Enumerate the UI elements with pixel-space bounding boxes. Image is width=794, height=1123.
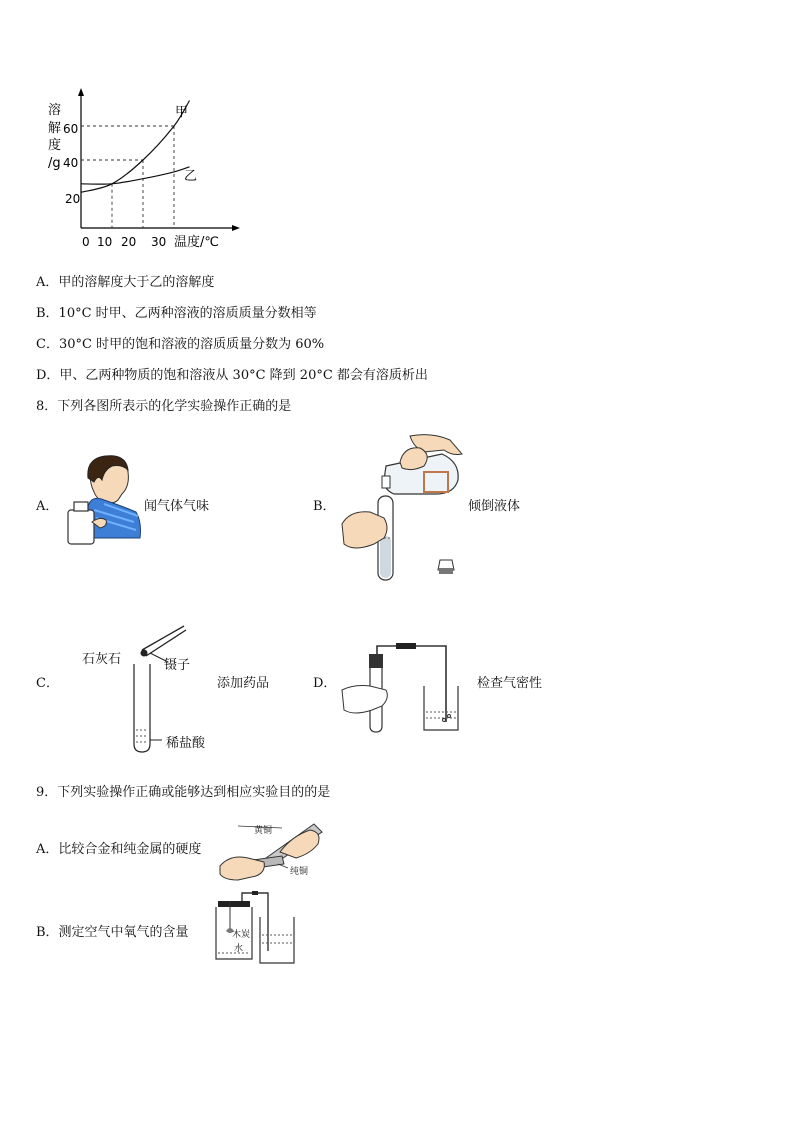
solubility-chart xyxy=(40,85,240,255)
airtightness-check-illustration xyxy=(340,640,465,734)
ylabel-char-3: 度 xyxy=(48,138,62,153)
q9-title: 9．下列实验操作正确或能够达到相应实验目的的是 xyxy=(36,785,331,800)
q8-c-label-acid: 稀盐酸 xyxy=(166,736,206,751)
chart-svg xyxy=(40,85,240,255)
q9-a-label-copper: 纯铜 xyxy=(290,867,309,877)
q8-b-caption: 倾倒液体 xyxy=(468,499,521,514)
q9-a-label-brass: 黄铜 xyxy=(254,826,273,836)
ylabel-char-2: 解 xyxy=(48,121,62,136)
xtick-0: 0 xyxy=(82,235,90,249)
series-line-2 xyxy=(81,167,190,184)
series-label-yi: 乙 xyxy=(184,169,198,184)
q8-d-letter: D． xyxy=(313,676,337,691)
ytick-60: 60 xyxy=(63,122,79,136)
q7-option-c: C．30°C 时甲的饱和溶液的溶质质量分数为 60% xyxy=(36,337,325,352)
q9-a-text: A．比较合金和纯金属的硬度 xyxy=(36,842,202,857)
ylabel-char-4: /g xyxy=(48,156,61,171)
pouring-liquid-illustration xyxy=(340,432,465,584)
hardness-compare-illustration xyxy=(218,818,328,884)
ytick-40: 40 xyxy=(63,156,79,170)
q8-c-label-stone: 石灰石 xyxy=(82,652,122,667)
q9-b-label-charcoal: 木炭 xyxy=(232,930,251,940)
xtick-20: 20 xyxy=(121,235,137,249)
q7-option-b: B．10°C 时甲、乙两种溶液的溶质质量分数相等 xyxy=(36,306,317,321)
q7-option-d: D．甲、乙两种物质的饱和溶液从 30°C 降到 20°C 都会有溶质析出 xyxy=(36,368,428,383)
series-label-jia: 甲 xyxy=(175,105,189,120)
q8-a-letter: A． xyxy=(36,499,59,514)
q8-d-caption: 检查气密性 xyxy=(477,676,543,691)
q9-b-text: B．测定空气中氧气的含量 xyxy=(36,925,189,940)
xaxis-label: 温度/℃ xyxy=(174,235,219,250)
q8-c-label-tweezers: 镊子 xyxy=(164,658,191,673)
smelling-gas-illustration xyxy=(64,452,144,548)
q8-c-caption: 添加药品 xyxy=(217,676,270,691)
y-axis-arrow xyxy=(78,88,84,96)
xtick-10: 10 xyxy=(97,235,113,249)
q7-option-a: A．甲的溶解度大于乙的溶解度 xyxy=(36,275,215,290)
q9-b-label-water: 水 xyxy=(234,944,244,954)
xtick-30: 30 xyxy=(151,235,167,249)
oxygen-content-illustration xyxy=(208,891,300,965)
q8-c-letter: C． xyxy=(36,676,59,691)
ylabel-char-1: 溶 xyxy=(48,103,62,118)
q8-b-letter: B． xyxy=(313,499,336,514)
x-axis-arrow xyxy=(232,225,240,231)
q8-title: 8．下列各图所表示的化学实验操作正确的是 xyxy=(36,399,292,414)
q8-a-caption: 闻气体气味 xyxy=(144,499,210,514)
ytick-20: 20 xyxy=(65,192,81,206)
series-line-1 xyxy=(81,101,190,193)
